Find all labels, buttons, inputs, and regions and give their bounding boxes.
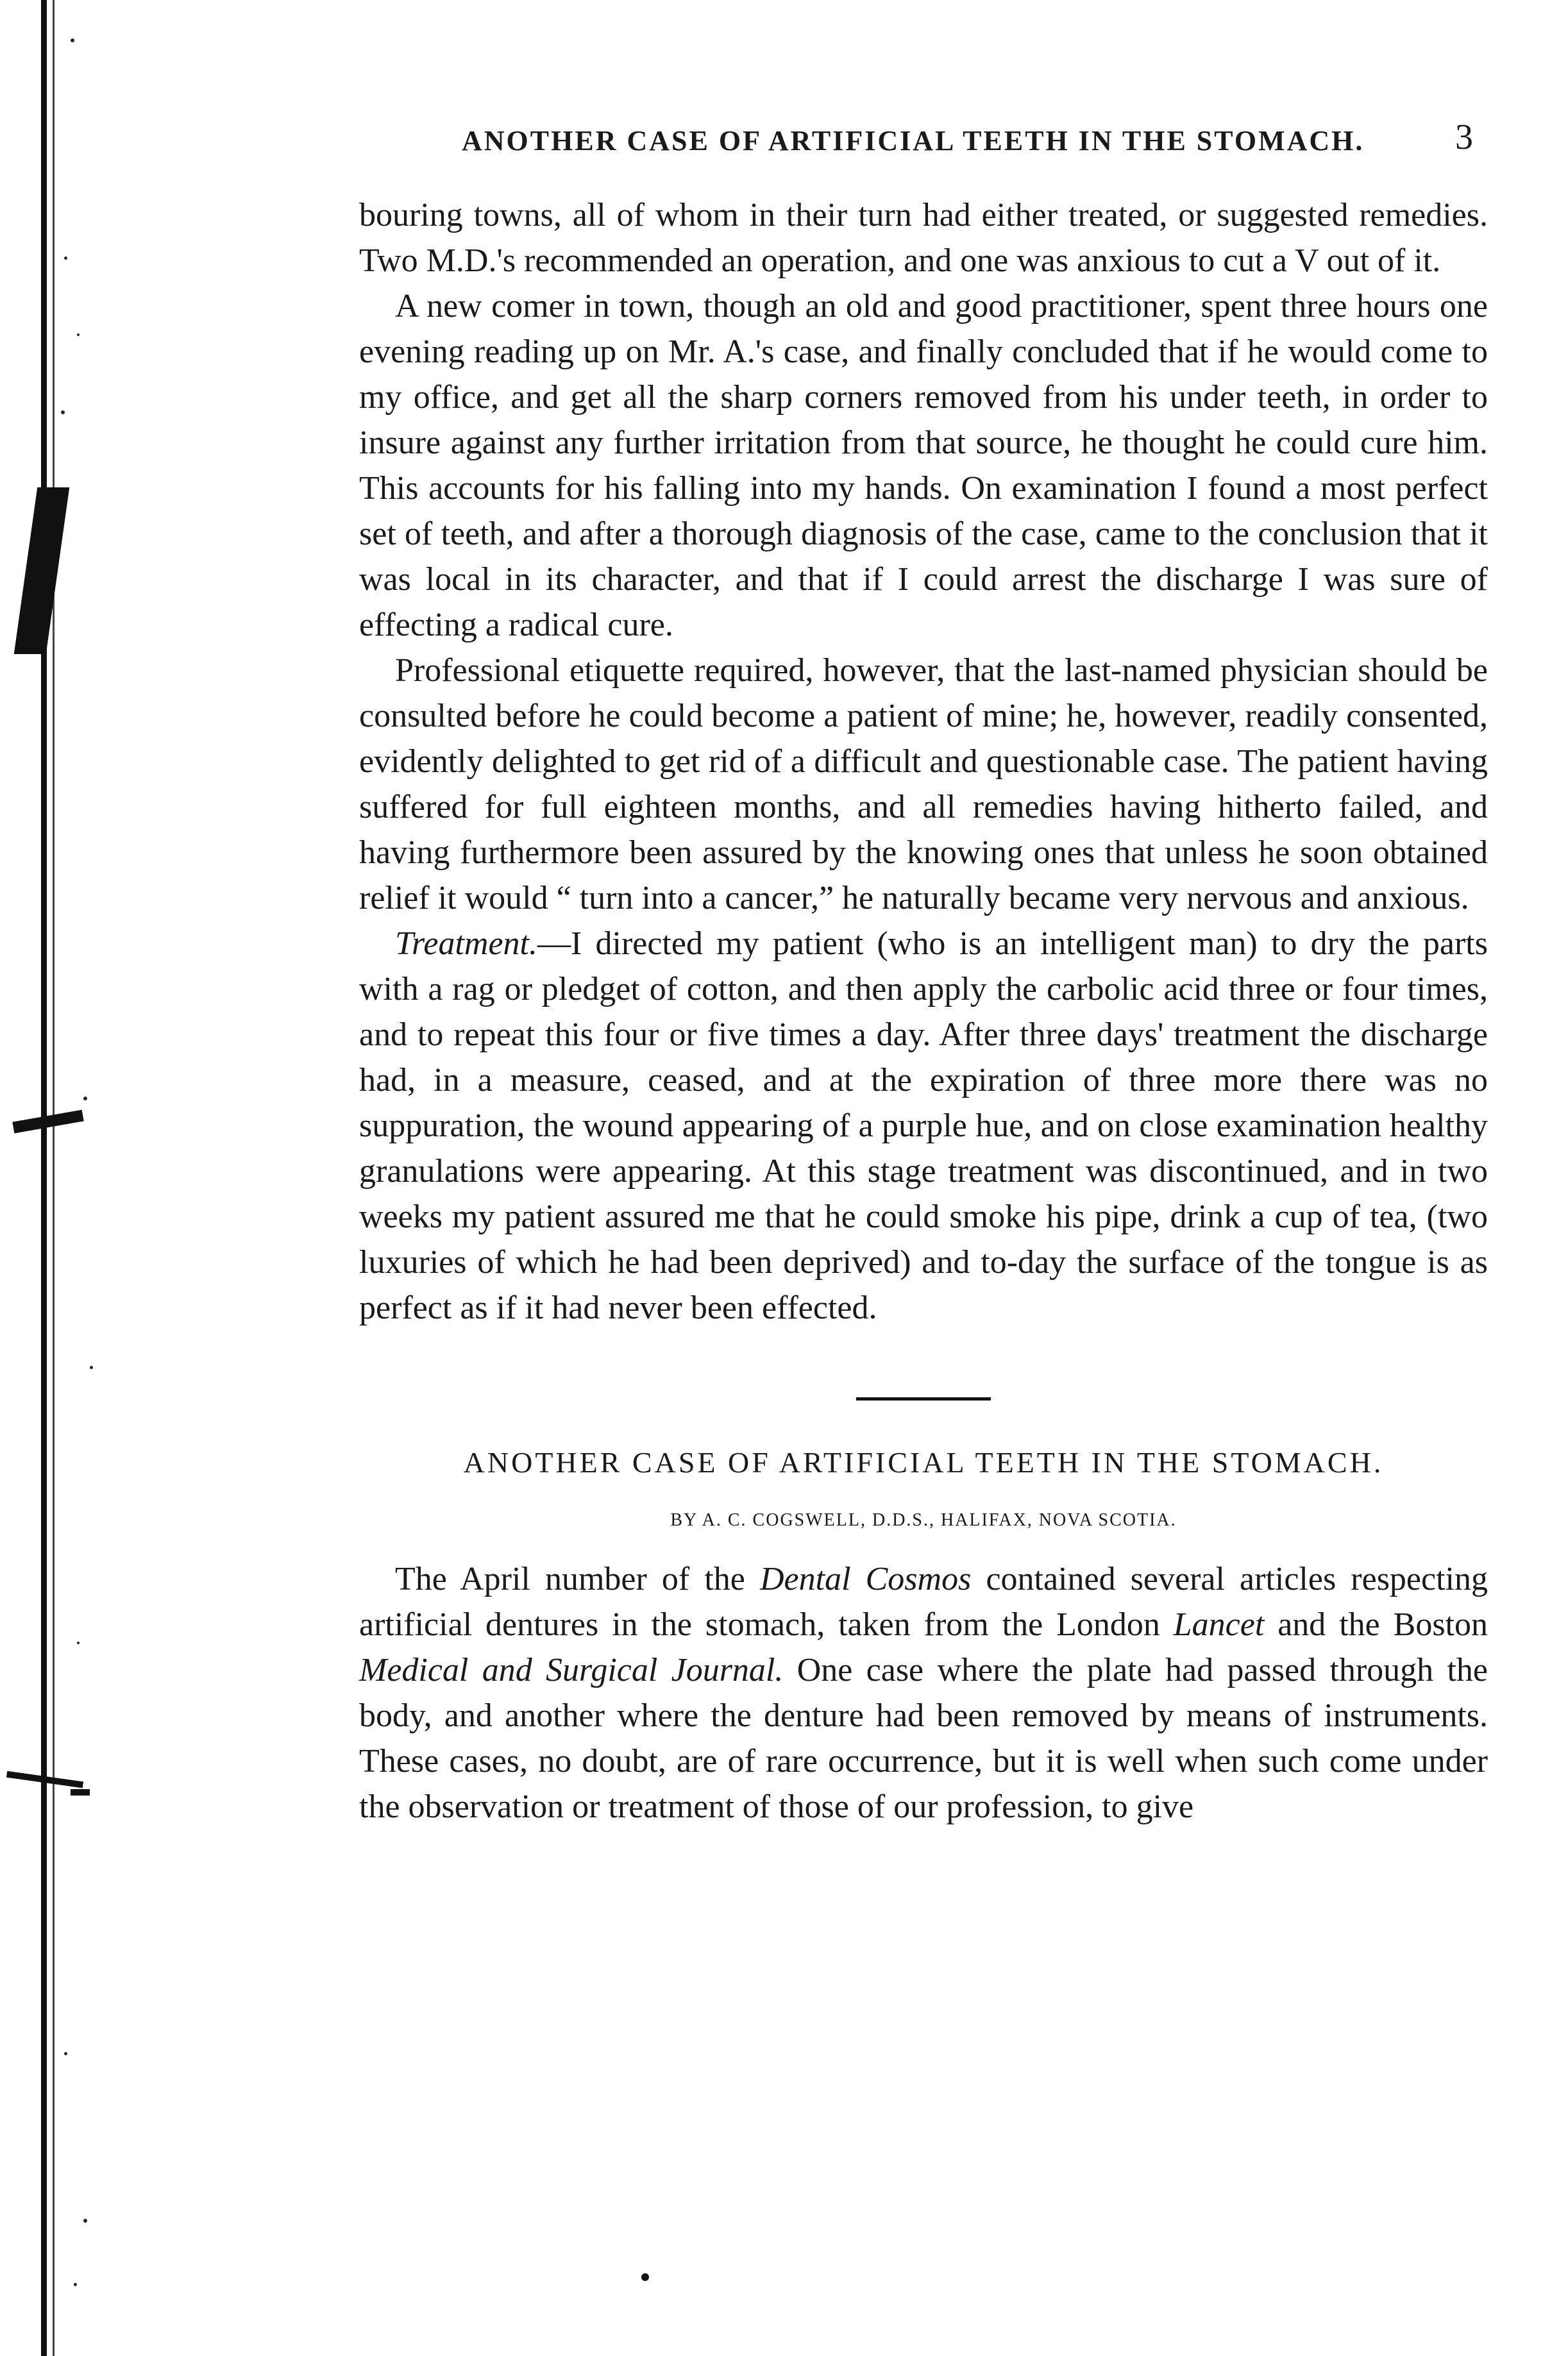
italic-text: Lancet xyxy=(1173,1606,1265,1643)
binding-speck xyxy=(61,410,65,414)
binding-speck xyxy=(83,2219,87,2223)
article-title: ANOTHER CASE OF ARTIFICIAL TEETH IN THE STOMACH. xyxy=(463,1446,1384,1479)
italic-text: Dental Cosmos xyxy=(759,1561,972,1597)
running-head-title: ANOTHER CASE OF ARTIFICIAL TEETH IN THE STOMACH. xyxy=(462,125,1365,156)
binding-rule xyxy=(53,0,55,2356)
text-run: A new comer in town, though an old and good practitioner, spent three hours one evening reading up on Mr. A.'s case, and finally concluded that if he would come to my office, and get all the sharp corners removed from his under teeth, in order to insure against any further irritation from that source, he thought he could cure him. This accounts for his falling into my hands. On examination I found a most perfect set of teeth, and after a thorough diagnosis of the case, came to the conclusion that it was local in its character, and that if I could arrest the discharge I was sure of effecting a radical cure. xyxy=(359,288,1488,643)
text-run: One case where the plate had passed through the body, and another where the denture had been removed by means of instruments. These cases, no doubt, are of rare occurrence, but it is well when such come under the observation or treatment of those of our profession, to give xyxy=(359,1652,1488,1825)
binding-speck xyxy=(74,2283,77,2286)
paragraph xyxy=(359,1556,1488,1830)
article-byline: BY A. C. COGSWELL, D.D.S., HALIFAX, NOVA SCOTIA. xyxy=(670,1510,1177,1530)
binding-speck xyxy=(77,333,80,336)
binding-speck xyxy=(83,1097,87,1100)
binding-speck xyxy=(71,38,74,42)
text-run: contained several articles respecting artificial dentures in the stomach, taken from the London xyxy=(359,1561,1488,1643)
section-divider xyxy=(856,1397,991,1401)
text-run: Professional etiquette required, however, that the last-named physician should be consulted before he could become a patient of mine; he, however, readily consented, evidently delighted to get rid of a difficult and questionable case. The patient having suffered for full eighteen months, and all remedies having hitherto failed, and having furthermore been assured by the knowing ones that unless he soon obtained relief it would “ turn into a cancer,” he naturally became very nervous and anxious. xyxy=(359,652,1488,916)
binding-speck xyxy=(64,2052,67,2055)
text-run: —I directed my patient (who is an intelligent man) to dry the parts with a rag or pledget of cotton, and then apply the carbolic acid three or four times, and to repeat this four or five times a day. After three days' treatment the discharge had, in a measure, ceased, and at the expiration of three more there was no suppuration, the wound appearing of a purple hue, and on close examination healthy granulations were appearing. At this stage treatment was discontinued, and in two weeks my patient assured me that he could smoke his pipe, drink a cup of tea, (two luxuries of which he had been deprived) and to-day the surface of the tongue is as perfect as if it had never been effected. xyxy=(359,925,1488,1326)
paragraph xyxy=(359,648,1488,921)
text-run: and the Boston xyxy=(1264,1606,1488,1643)
paragraph xyxy=(359,283,1488,648)
binding-speck xyxy=(77,1642,80,1644)
italic-text: Medical and Surgical Journal. xyxy=(359,1652,784,1688)
paragraph xyxy=(359,921,1488,1331)
binding-rule xyxy=(41,0,47,2356)
running-head xyxy=(359,109,1488,180)
italic-text: Treatment. xyxy=(395,925,537,962)
text-run: bouring towns, all of whom in their turn had either treated, or suggested remedies. Two M.D.'s recommended an operation, and one was anxious to cut a V out of it. xyxy=(359,197,1488,279)
article-body xyxy=(359,1556,1488,1830)
binding-blot xyxy=(14,487,70,654)
binding-blot xyxy=(12,1110,83,1134)
previous-article-text xyxy=(359,192,1488,1331)
page-number: 3 xyxy=(1455,117,1475,157)
paragraph xyxy=(359,192,1488,283)
binding-speck xyxy=(64,257,67,260)
binding-blot xyxy=(71,1789,90,1796)
text-run: The April number of the xyxy=(395,1561,760,1597)
book-page xyxy=(359,109,1488,1830)
print-mark xyxy=(641,2273,649,2281)
binding-speck xyxy=(90,1366,93,1369)
page-binding-edge xyxy=(0,0,103,2356)
